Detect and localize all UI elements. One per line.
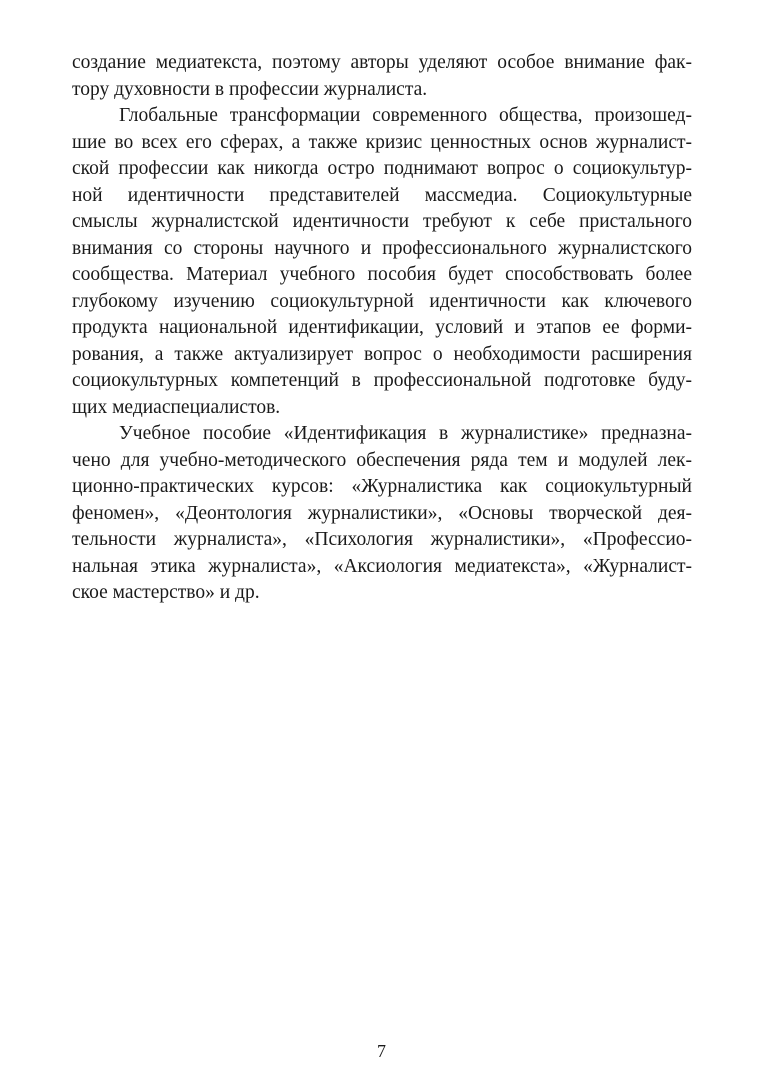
text-line: ной идентичности представителей массмедиа. Социокультурные	[72, 184, 692, 206]
text-line: сообщества. Материал учебного пособия будет способствовать более	[72, 264, 692, 285]
text-line: ционно-практических курсов: «Журналистика как социокультурный	[72, 476, 692, 497]
paragraph-1	[72, 50, 692, 103]
text-line: шие во всех его сферах, а также кризис ценностных основ журналист-	[72, 131, 692, 153]
paragraph-3	[72, 421, 692, 607]
text-line: щих медиаспециалистов.	[72, 396, 281, 418]
paragraph-2	[72, 103, 692, 421]
text-line: глубокому изучению социокультурной идентичности как ключевого	[72, 290, 692, 312]
text-line: Учебное пособие «Идентификация в журналистике» предназна-	[119, 423, 692, 444]
page-number: 7	[377, 1041, 386, 1061]
text-line: ское мастерство» и др.	[72, 582, 260, 603]
text-line: продукта национальной идентификации, условий и этапов ее форми-	[72, 317, 692, 338]
text-line: ской профессии как никогда остро поднимают вопрос о социокультур-	[72, 158, 692, 179]
text-line: социокультурных компетенций в профессиональной подготовке буду-	[72, 370, 692, 391]
text-line: смыслы журналистской идентичности требуют к себе пристального	[72, 211, 692, 232]
text-line: создание медиатекста, поэтому авторы уделяют особое внимание фак-	[72, 52, 692, 73]
text-line: рования, а также актуализирует вопрос о необходимости расширения	[72, 343, 692, 365]
text-line: тору духовности в профессии журналиста.	[72, 78, 428, 100]
text-line: Глобальные трансформации современного общества, произошед-	[119, 105, 692, 126]
text-line: нальная этика журналиста», «Аксиология медиатекста», «Журналист-	[72, 555, 692, 577]
text-line: чено для учебно-методического обеспечения ряда тем и модулей лек-	[72, 449, 692, 471]
text-line: феномен», «Деонтология журналистики», «Основы творческой дея-	[72, 502, 692, 524]
text-line: внимания со стороны научного и профессионального журналистского	[72, 237, 692, 259]
page-body	[72, 50, 692, 607]
text-line: тельности журналиста», «Психология журналистики», «Профессио-	[72, 529, 692, 550]
